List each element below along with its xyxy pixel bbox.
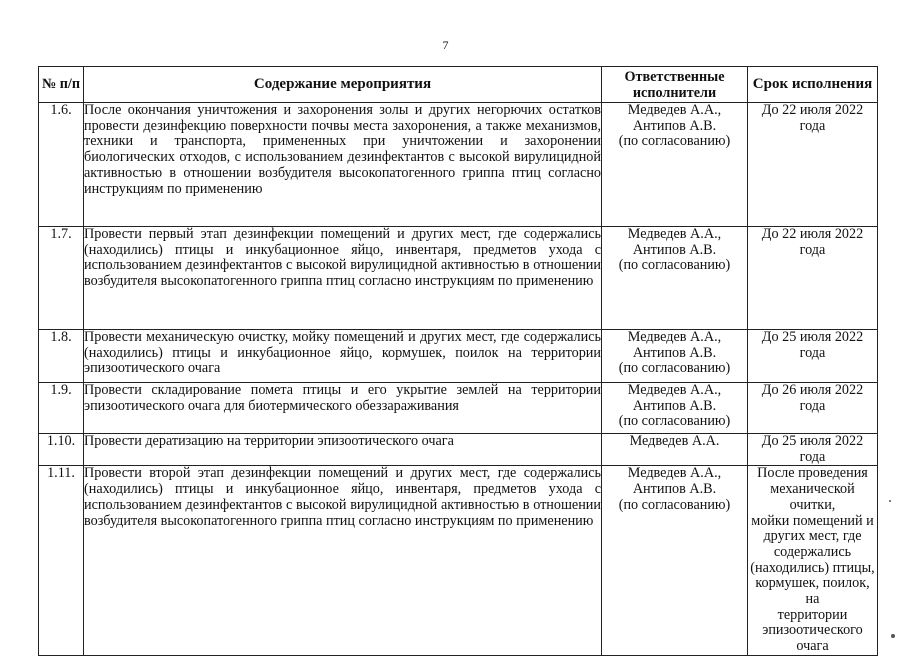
- page-number: 7: [442, 38, 449, 52]
- table-row: [39, 227, 878, 330]
- responsible-line: Медведев А.А.,: [627, 465, 722, 482]
- scan-dot: [889, 500, 891, 502]
- scan-dot: [891, 634, 895, 638]
- row-term: [748, 330, 878, 383]
- table-row: [39, 103, 878, 227]
- responsible-line: (по согласованию): [618, 496, 731, 513]
- term-line: эпизоотического очага: [762, 622, 863, 655]
- header-term: Срок исполнения: [748, 67, 878, 103]
- header-responsible: Ответственные исполнители: [602, 67, 748, 103]
- responsible-line: Медведев А.А.,: [627, 329, 722, 345]
- responsible-line: Антипов А.В.: [632, 481, 717, 498]
- row-number: 1.9.: [39, 383, 84, 434]
- term-line: До 22 июля 2022 года: [761, 226, 864, 258]
- term-line: содержались: [773, 543, 852, 560]
- term-line: территории: [777, 606, 848, 623]
- responsible-line: Антипов А.В.: [632, 241, 717, 258]
- row-number: 1.10.: [39, 434, 84, 466]
- row-number: 1.8.: [39, 330, 84, 383]
- header-content: Содержание мероприятия: [84, 67, 602, 103]
- row-content: Провести первый этап дезинфекции помещений и других мест, где содержались (находились) птицы и инкубационное яйцо, инвентаря, предметов ухода с использованием дезинфектантов с высокой вирулицидной активностью в отношении возбудителя высокопатогенного гриппа птиц согласно инструкциям по применению: [84, 227, 602, 330]
- row-term: [748, 103, 878, 227]
- table-body: [39, 103, 878, 656]
- responsible-line: Антипов А.В.: [632, 344, 717, 361]
- responsible-line: Медведев А.А.: [629, 433, 720, 449]
- responsible-line: Медведев А.А.,: [627, 226, 722, 242]
- row-responsible: [602, 227, 748, 330]
- term-line: кормушек, поилок, на: [755, 575, 870, 608]
- table-row: [39, 383, 878, 434]
- measures-table: [38, 66, 878, 656]
- row-term: [748, 434, 878, 466]
- responsible-line: (по согласованию): [618, 133, 731, 150]
- responsible-line: Медведев А.А.,: [627, 382, 722, 398]
- row-responsible: [602, 103, 748, 227]
- row-content: Провести дератизацию на территории эпизоотического очага: [84, 434, 602, 466]
- term-line: других мест, где: [763, 528, 862, 545]
- row-responsible: [602, 466, 748, 655]
- row-content: Провести складирование помета птицы и его укрытие землей на территории эпизоотического очага для биотермического обеззараживания: [84, 383, 602, 434]
- table-header-row: [39, 67, 878, 103]
- table-row: [39, 466, 878, 655]
- row-term: [748, 383, 878, 434]
- row-number: 1.11.: [39, 466, 84, 655]
- row-number: 1.7.: [39, 227, 84, 330]
- responsible-line: Антипов А.В.: [632, 397, 717, 414]
- responsible-line: (по согласованию): [618, 413, 731, 430]
- term-line: После проведения: [757, 465, 868, 482]
- row-responsible: [602, 434, 748, 466]
- row-number: 1.6.: [39, 103, 84, 227]
- responsible-line: Медведев А.А.,: [627, 102, 722, 118]
- row-term: [748, 466, 878, 655]
- term-line: (находились) птицы,: [750, 559, 875, 576]
- row-responsible: [602, 330, 748, 383]
- responsible-line: Антипов А.В.: [632, 117, 717, 134]
- row-content: Провести механическую очистку, мойку помещений и других мест, где содержались (находились) птицы и инкубационное яйцо, кормушек, поилок на территории эпизоотического очага: [84, 330, 602, 383]
- term-line: До 25 июля 2022 года: [761, 329, 864, 361]
- header-number: № п/п: [39, 67, 84, 103]
- term-line: До 25 июля 2022 года: [761, 433, 864, 465]
- row-responsible: [602, 383, 748, 434]
- row-content: Провести второй этап дезинфекции помещений и других мест, где содержались (находились) птицы и инкубационное яйцо, инвентаря, предметов ухода с использованием дезинфектантов с высокой вирулицидной активностью в отношении возбудителя высокопатогенного гриппа птиц согласно инструкциям по применению: [84, 466, 602, 655]
- term-line: мойки помещений и: [751, 512, 874, 529]
- table-row: [39, 330, 878, 383]
- term-line: До 22 июля 2022 года: [761, 102, 864, 134]
- term-line: механической очитки,: [770, 481, 855, 513]
- term-line: До 26 июля 2022 года: [761, 382, 864, 414]
- responsible-line: (по согласованию): [618, 257, 731, 274]
- table-row: [39, 434, 878, 466]
- row-content: После окончания уничтожения и захоронения золы и других негорючих остатков провести дезинфекцию поверхности почвы места захоронения, а также механизмов, техники и транспорта, примененных при уничтожении и захоронении биологических отходов, с использованием дезинфектантов с высокой вирулицидной активностью в отношении возбудителя высокопатогенного гриппа птиц согласно инструкциям по применению: [84, 103, 602, 227]
- row-term: [748, 227, 878, 330]
- responsible-line: (по согласованию): [618, 360, 731, 377]
